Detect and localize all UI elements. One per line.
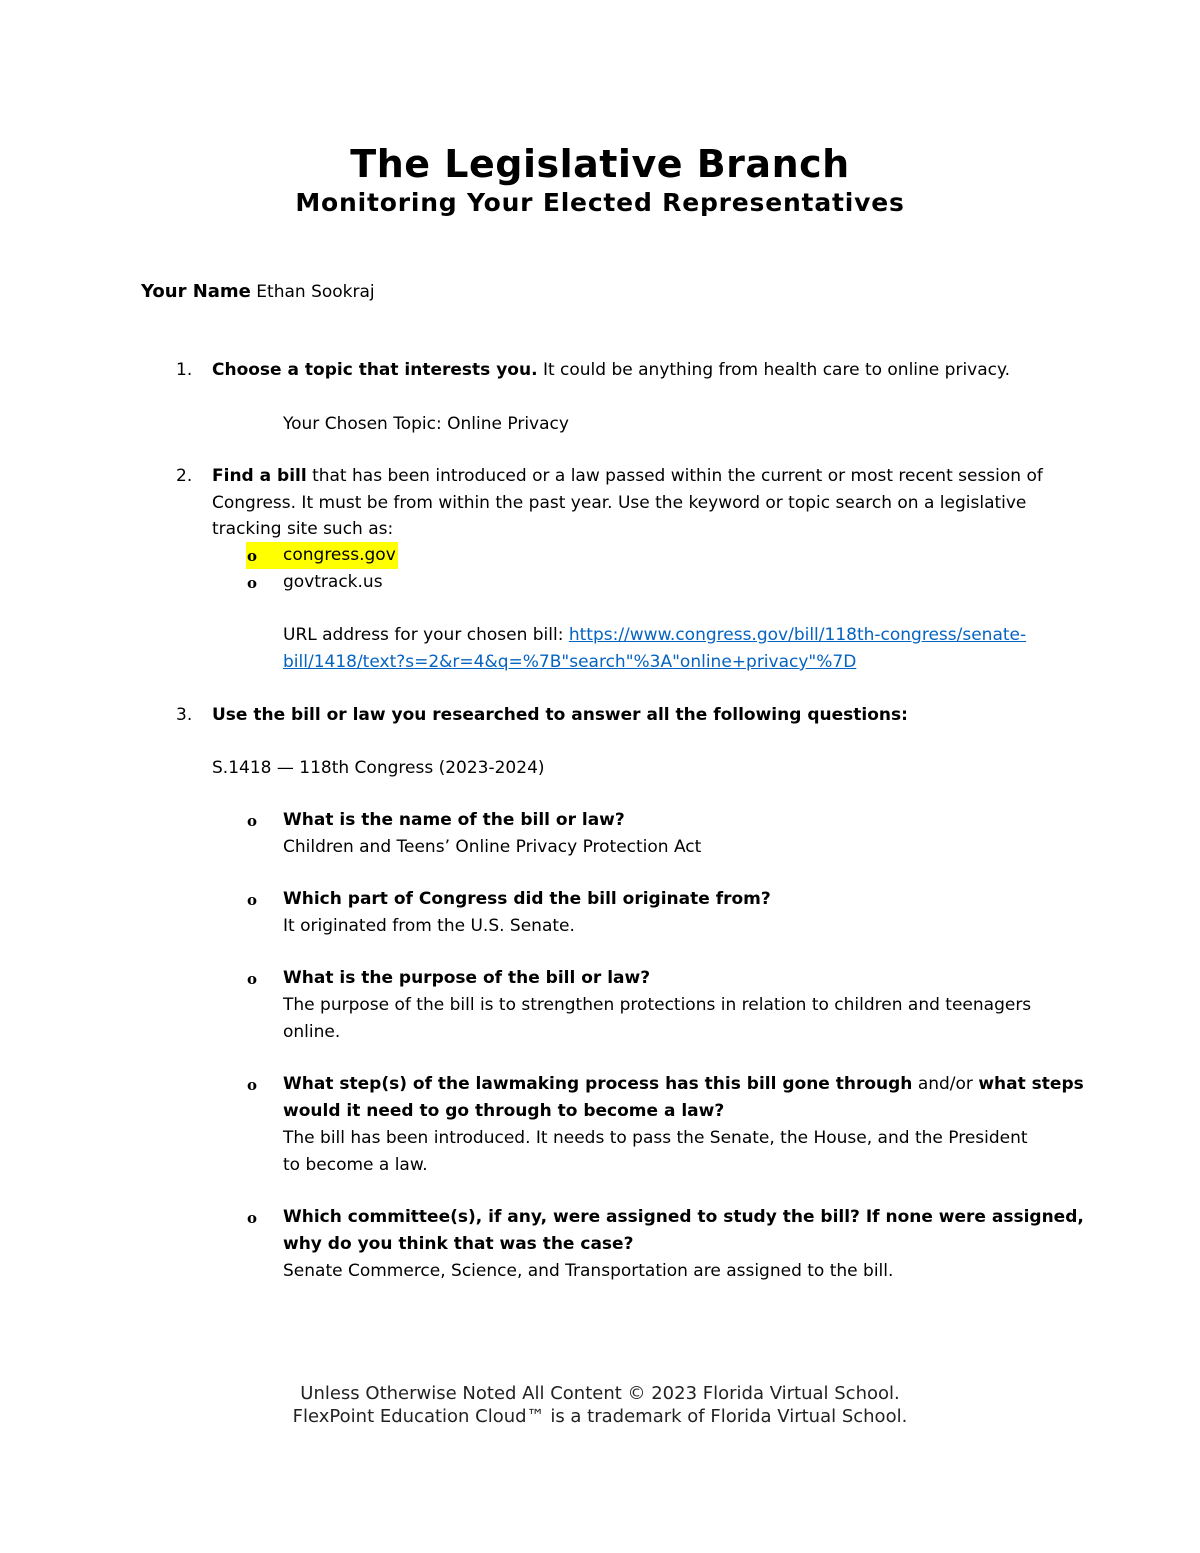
name-value: Ethan Sookraj — [256, 282, 375, 302]
page-subtitle: Monitoring Your Elected Representatives — [295, 188, 905, 217]
bullet-icon: o — [247, 1209, 258, 1227]
question-purpose: What is the purpose of the bill or law? — [283, 968, 651, 988]
answer-committee: Senate Commerce, Science, and Transportation are assigned to the bill. — [283, 1261, 894, 1281]
q2-bold: Find a bill — [212, 466, 307, 486]
url-row — [283, 622, 1026, 649]
bullet-icon: o — [247, 970, 258, 988]
site-govtrack: govtrack.us — [283, 572, 383, 592]
question-committee-line2: why do you think that was the case? — [283, 1234, 634, 1254]
question-name: What is the name of the bill or law? — [283, 810, 625, 830]
question-origin: Which part of Congress did the bill originate from? — [283, 889, 771, 909]
page-title: The Legislative Branch — [350, 142, 850, 186]
q2-line3: tracking site such as: — [212, 519, 394, 539]
question-steps-part1: What step(s) of the lawmaking process has this bill gone through — [283, 1074, 913, 1094]
bullet-icon: o — [247, 1076, 258, 1094]
bill-reference: S.1418 — 118th Congress (2023-2024) — [212, 758, 545, 778]
q1-number: 1. — [176, 360, 193, 380]
topic-value: Online Privacy — [447, 414, 569, 434]
bullet-icon: o — [247, 812, 258, 830]
answer-name: Children and Teens’ Online Privacy Protection Act — [283, 837, 702, 857]
url-row-2 — [283, 649, 856, 676]
q1-prompt — [212, 357, 1010, 384]
q3-number: 3. — [176, 705, 193, 725]
name-row — [141, 278, 375, 306]
bullet-icon: o — [247, 891, 258, 909]
name-label: Your Name — [141, 281, 251, 302]
q1-bold: Choose a topic that interests you. — [212, 360, 538, 380]
question-steps-mid: and/or — [912, 1074, 979, 1094]
url-label: URL address for your chosen bill: — [283, 625, 564, 645]
q3-prompt: Use the bill or law you researched to answer all the following questions: — [212, 705, 908, 725]
question-steps-part2: what steps — [978, 1074, 1084, 1094]
question-steps-line2: would it need to go through to become a law? — [283, 1101, 725, 1121]
answer-origin: It originated from the U.S. Senate. — [283, 916, 575, 936]
bill-url-link-cont[interactable]: bill/1418/text?s=2&r=4&q=%7B"search"%3A"online+privacy"%7D — [283, 652, 857, 672]
chosen-topic — [283, 411, 569, 438]
q2-line2: Congress. It must be from within the past year. Use the keyword or topic search on a legislative — [212, 493, 1027, 513]
answer-steps-line2: to become a law. — [283, 1155, 428, 1175]
bill-url-link[interactable]: https://www.congress.gov/bill/118th-congress/senate- — [568, 625, 1027, 645]
q2-rest: that has been introduced or a law passed within the current or most recent session of — [306, 466, 1043, 486]
answer-purpose-line2: online. — [283, 1022, 341, 1042]
q2-line1 — [212, 463, 1043, 490]
answer-purpose-line1: The purpose of the bill is to strengthen protections in relation to children and teenagers — [283, 995, 1032, 1015]
question-steps-line1 — [283, 1071, 1084, 1098]
topic-label: Your Chosen Topic: — [283, 414, 442, 434]
q1-rest: It could be anything from health care to online privacy. — [537, 360, 1011, 380]
footer-copyright: Unless Otherwise Noted All Content © 2023 Florida Virtual School. — [300, 1383, 900, 1404]
answer-steps-line1: The bill has been introduced. It needs to pass the Senate, the House, and the President — [283, 1128, 1028, 1148]
site-congress: congress.gov — [283, 545, 396, 565]
bullet-icon: o — [247, 547, 258, 565]
footer-trademark: FlexPoint Education Cloud™ is a trademark of Florida Virtual School. — [292, 1406, 908, 1427]
q2-number: 2. — [176, 466, 193, 486]
bullet-icon: o — [247, 574, 258, 592]
question-committee-line1: Which committee(s), if any, were assigned to study the bill? If none were assigned, — [283, 1207, 1084, 1227]
